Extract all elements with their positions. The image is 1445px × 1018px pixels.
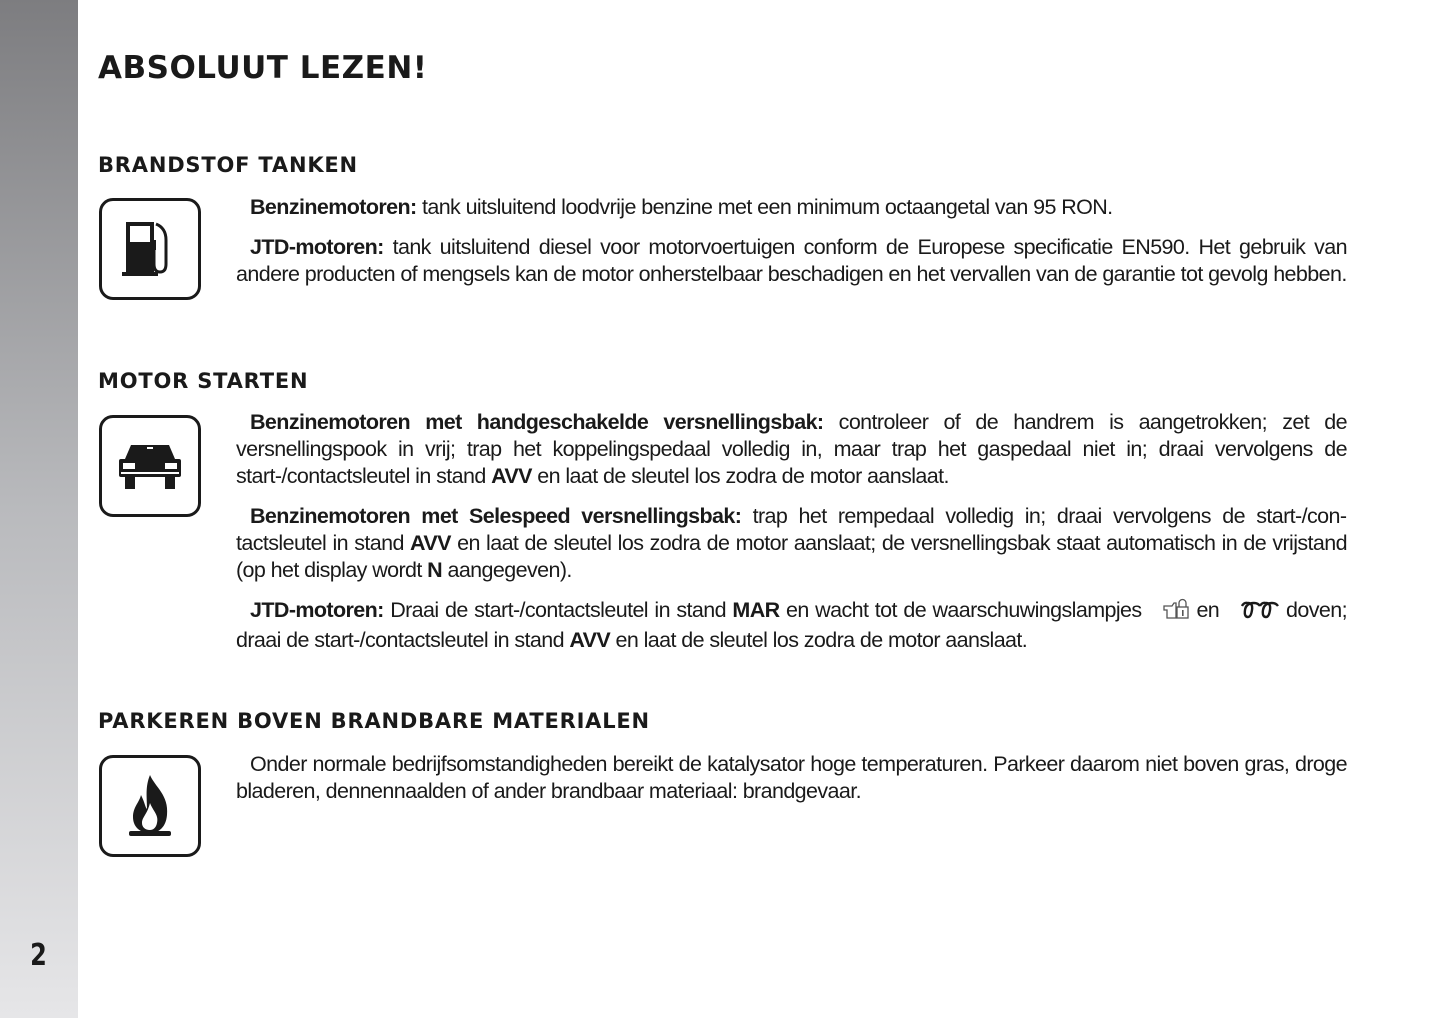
paragraph-text: tank uitsluitend diesel voor motorvoertuigen conform de Europese specificatie EN590. Het gebruik van andere producten of mengsels kan de motor onherstelbaar beschadigen en het vervallen van de garantie tot gevolg hebben. (236, 235, 1347, 286)
paragraph-lead: Benzinemotoren met handgeschakelde versnellingsbak: (250, 410, 824, 434)
paragraph-text: trap het rempedaal volledig in; draai vervolgens de start-/contactsleutel in stand (236, 504, 1347, 555)
bold-term: AVV (491, 464, 532, 488)
paragraph (236, 194, 1347, 221)
glow-plug-icon (1226, 600, 1280, 627)
paragraph-text: en laat de sleutel los zodra de motor aanslaat. (531, 464, 949, 488)
paragraph-lead: JTD-motoren: (250, 235, 384, 259)
bold-term: MAR (732, 598, 780, 622)
paragraph-text: en (1190, 598, 1226, 622)
paragraph-text: en wacht tot de waarschuwingslampjes (779, 598, 1148, 622)
section-motor-starten-body (236, 409, 1347, 667)
paragraph-text: doven; draai de start-/contactsleutel in stand (236, 598, 1347, 652)
paragraph-text: en laat de sleutel los zodra de motor aanslaat. (610, 628, 1028, 652)
bold-term: AVV (410, 531, 451, 555)
heading-motor-starten: MOTOR STARTEN (98, 369, 309, 393)
fire-icon (99, 755, 201, 857)
car-front-icon (99, 415, 201, 517)
paragraph-text: aangegeven). (442, 558, 572, 582)
paragraph (236, 751, 1347, 805)
paragraph-lead: Benzinemotoren: (250, 195, 417, 219)
paragraph (236, 597, 1347, 654)
bold-term: AVV (569, 628, 611, 652)
page-number: 2 (30, 938, 47, 973)
bold-term: N (427, 558, 443, 582)
paragraph (236, 234, 1347, 288)
paragraph-lead: Benzinemotoren met Selespeed versnellingsbak: (250, 504, 742, 528)
page-title: ABSOLUUT LEZEN! (98, 50, 428, 86)
heading-parkeren: PARKEREN BOVEN BRANDBARE MATERIALEN (98, 709, 650, 733)
paragraph-text: Draai de start-/contactsleutel in stand (383, 598, 733, 622)
page-side-band (0, 0, 78, 1018)
paragraph (236, 503, 1347, 584)
section-brandstof-body (236, 194, 1347, 301)
paragraph-text: tank uitsluitend loodvrije benzine met een minimum octaangetal van 95 RON. (416, 195, 1113, 219)
paragraph-text: en laat de sleutel los zodra de motor aanslaat; de versnellingsbak staat automatisch in de vrijstand (op het display wordt (236, 531, 1348, 582)
heading-brandstof-tanken: BRANDSTOF TANKEN (98, 153, 358, 177)
immobilizer-warning-icon (1148, 598, 1190, 627)
paragraph-text: controleer of de handrem is aangetrokken; zet de versnellingspook in vrij; trap het koppelingspedaal volledig in, maar trap het gaspedaal niet in; draai vervolgens de start-/contactsleutel in stand (236, 410, 1347, 488)
paragraph-text: Onder normale bedrijfsomstandigheden bereikt de katalysator hoge temperaturen. Parkeer daarom niet boven gras, droge bladeren, dennennaalden of ander brandbaar materiaal: brandgevaar. (236, 752, 1347, 803)
paragraph-lead: JTD-motoren: (250, 598, 384, 622)
paragraph (236, 409, 1347, 490)
section-parkeren-body (236, 751, 1347, 818)
fuel-pump-icon (99, 198, 201, 300)
